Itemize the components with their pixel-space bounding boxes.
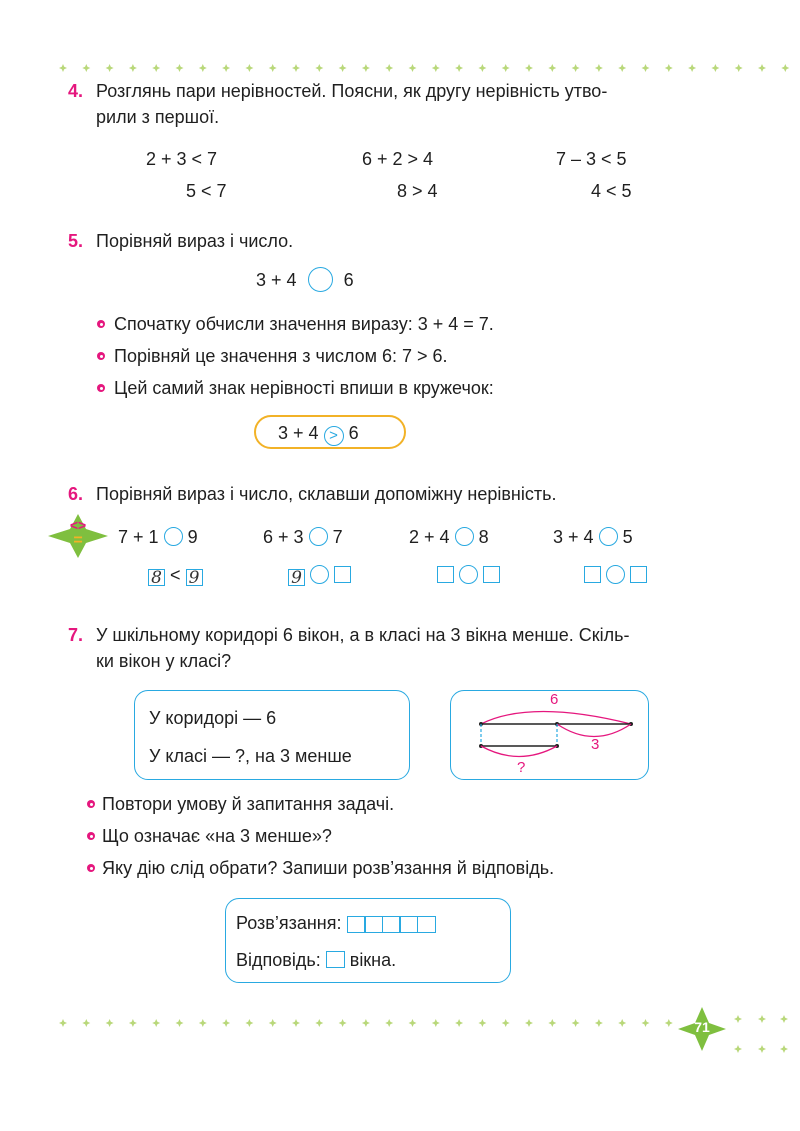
sparkle-icon: [199, 1019, 207, 1027]
compare-circle[interactable]: [309, 527, 328, 546]
task-6-item-2: 6 + 3 7: [263, 527, 343, 547]
sparkle-icon: [781, 64, 789, 72]
answer-label: Відповідь: вікна.: [236, 950, 397, 970]
bullet-icon: [97, 320, 105, 328]
diagram-label-total: 6: [550, 691, 559, 708]
task-5-bullet-2: Порівняй це значення з числом 6: 7 > 6.: [114, 346, 448, 366]
sparkle-icon: [82, 1019, 90, 1027]
sparkle-icon: [339, 64, 347, 72]
task-4-text-line2: рили з першої.: [96, 107, 220, 127]
sparkle-icon: [502, 64, 510, 72]
task-6-aux-1: 8 < 9: [148, 564, 203, 586]
task-7-text-line1: У шкільному коридорі 6 вікон, а в класі на 3 вікна менше. Скіль-: [96, 625, 630, 645]
sparkle-icon: [572, 1019, 580, 1027]
pair-3-top: 7 – 3 < 5: [556, 149, 627, 169]
badge-sign-top: <>: [69, 517, 87, 533]
bullet-icon: [97, 384, 105, 392]
sparkle-icon: [478, 1019, 486, 1027]
task-5-answer-pill: 3 + 4 > 6: [254, 415, 406, 449]
sparkle-icon: [432, 1019, 440, 1027]
task-4-number: 4.: [68, 81, 84, 101]
sparkle-icon: [106, 64, 114, 72]
sparkle-icon: [548, 64, 556, 72]
compare-circle[interactable]: [459, 565, 478, 584]
sparkle-icon: [478, 64, 486, 72]
task-5-title: Порівняй вираз і число.: [96, 231, 294, 251]
condition-line-2: У класі — ?, на 3 менше: [149, 746, 352, 766]
task-6-title: Порівняй вираз і число, склавши допоміжну нерівність.: [96, 484, 557, 504]
solution-label: Розв’язання:: [236, 912, 436, 936]
answer-cell[interactable]: 9: [288, 569, 305, 586]
sparkle-icon: [59, 64, 67, 72]
sparkle-icon: [735, 64, 743, 72]
solution-box: [225, 898, 511, 983]
sparkle-icon: [780, 1045, 788, 1053]
sparkle-icon: [152, 1019, 160, 1027]
answer-cell[interactable]: [417, 916, 436, 933]
pair-1-bottom: 5 < 7: [186, 181, 227, 201]
sparkle-icon: [758, 1015, 766, 1023]
compare-circle[interactable]: [606, 565, 625, 584]
task-4-text-line1: Розглянь пари нерівностей. Поясни, як другу нерівність утво-: [96, 81, 608, 101]
sparkle-icon: [176, 1019, 184, 1027]
pair-2-bottom: 8 > 4: [397, 181, 438, 201]
task-6-item-4: 3 + 4 5: [553, 527, 633, 547]
sparkle-icon: [665, 64, 673, 72]
condition-box: [134, 690, 410, 780]
sparkle-icon: [129, 64, 137, 72]
bullet-icon: [97, 352, 105, 360]
sparkle-icon: [455, 1019, 463, 1027]
sparkle-icon: [315, 64, 323, 72]
sparkle-icon: [665, 1019, 673, 1027]
page-number: 71: [694, 1019, 710, 1035]
sparkle-icon: [222, 64, 230, 72]
sparkle-icon: [339, 1019, 347, 1027]
sparkle-icon: [758, 1045, 766, 1053]
sparkle-icon: [222, 1019, 230, 1027]
sparkle-icon: [642, 1019, 650, 1027]
sparkle-icon: [292, 1019, 300, 1027]
condition-line-1: У коридорі — 6: [149, 708, 277, 728]
compare-circle[interactable]: [599, 527, 618, 546]
pair-2-top: 6 + 2 > 4: [362, 149, 434, 169]
sparkle-icon: [409, 1019, 417, 1027]
sparkle-icon: [688, 64, 696, 72]
compare-circle[interactable]: [308, 267, 333, 292]
sparkle-icon: [199, 64, 207, 72]
sparkle-icon: [152, 64, 160, 72]
pair-1-top: 2 + 3 < 7: [146, 149, 218, 169]
sparkle-icon: [385, 64, 393, 72]
sparkle-icon: [409, 64, 417, 72]
task-6-item-3: 2 + 4 8: [409, 527, 489, 547]
answer-cell[interactable]: [437, 566, 454, 583]
diagram-box: [450, 690, 649, 780]
answer-sign-circle: >: [324, 426, 344, 446]
sparkle-icon: [734, 1015, 742, 1023]
answer-cell[interactable]: [483, 566, 500, 583]
sparkle-icon: [711, 64, 719, 72]
sparkle-icon: [362, 1019, 370, 1027]
sparkle-icon: [595, 64, 603, 72]
sparkle-icon: [758, 64, 766, 72]
answer-cell[interactable]: 8: [148, 569, 165, 586]
sparkle-icon: [245, 1019, 253, 1027]
task-5-bullet-3: Цей самий знак нерівності впиши в кружечок:: [114, 378, 494, 398]
answer-cell[interactable]: [382, 916, 401, 933]
sparkle-icon: [455, 64, 463, 72]
sparkle-icon: [106, 1019, 114, 1027]
sparkle-icon: [269, 1019, 277, 1027]
compare-sign-badge: [46, 512, 110, 560]
answer-cell[interactable]: [630, 566, 647, 583]
sparkle-icon: [572, 64, 580, 72]
bullet-icon: [87, 864, 95, 872]
sparkle-icon: [269, 64, 277, 72]
bottom-divider: [55, 1015, 695, 1031]
task-4: [68, 80, 83, 102]
sparkle-icon: [618, 64, 626, 72]
bullet-icon: [87, 832, 95, 840]
page-number-badge: [676, 1005, 796, 1061]
sparkle-icon: [502, 1019, 510, 1027]
compare-circle[interactable]: [164, 527, 183, 546]
segment-diagram: [451, 691, 647, 779]
task-7-bullet-2: Що означає «на 3 менше»?: [102, 826, 332, 846]
answer-cell[interactable]: [584, 566, 601, 583]
sparkle-icon: [780, 1015, 788, 1023]
answer-cell[interactable]: 9: [186, 569, 203, 586]
task-7-bullet-3: Яку дію слід обрати? Запиши розв’язання й відповідь.: [102, 858, 555, 878]
task-7-text-line2: ки вікон у класі?: [96, 651, 232, 671]
sparkle-icon: [362, 64, 370, 72]
sparkle-icon: [548, 1019, 556, 1027]
sparkle-icon: [618, 1019, 626, 1027]
badge-sign-bottom: =: [73, 532, 83, 549]
task-5-number: 5.: [68, 231, 84, 251]
task-7-number: 7.: [68, 625, 84, 645]
task-5-bullet-1: Спочатку обчисли значення виразу: 3 + 4 = 7.: [114, 314, 494, 334]
task-5-expression: 3 + 4 6: [256, 267, 354, 292]
task-7-bullet-1: Повтори умову й запитання задачі.: [102, 794, 395, 814]
task-6-aux-2: [288, 564, 351, 586]
sparkle-icon: [595, 1019, 603, 1027]
pair-3-bottom: 4 < 5: [591, 181, 632, 201]
task-6-aux-3: [437, 564, 500, 586]
bullet-icon: [87, 800, 95, 808]
solution-cells: [347, 914, 436, 936]
answer-cell[interactable]: [399, 916, 418, 933]
answer-cell[interactable]: [334, 566, 351, 583]
compare-circle[interactable]: [455, 527, 474, 546]
sparkle-icon: [245, 64, 253, 72]
sparkle-icon: [176, 64, 184, 72]
sparkle-icon: [315, 1019, 323, 1027]
sparkle-icon: [292, 64, 300, 72]
diagram-label-difference: 3: [591, 736, 600, 753]
compare-circle[interactable]: [310, 565, 329, 584]
sparkle-icon: [82, 64, 90, 72]
answer-cell[interactable]: [364, 916, 383, 933]
sparkle-icon: [525, 64, 533, 72]
sparkle-icon: [129, 1019, 137, 1027]
top-divider: [55, 60, 795, 76]
diagram-label-question: ?: [517, 759, 526, 776]
sparkle-icon: [525, 1019, 533, 1027]
task-6-aux-4: [584, 564, 647, 586]
sparkle-icon: [59, 1019, 67, 1027]
task-6-item-1: 7 + 1 9: [118, 527, 198, 547]
sparkle-icon: [734, 1045, 742, 1053]
answer-cell[interactable]: [326, 951, 345, 968]
task-6-number: 6.: [68, 484, 84, 504]
answer-cell[interactable]: [347, 916, 366, 933]
sparkle-icon: [642, 64, 650, 72]
sparkle-icon: [432, 64, 440, 72]
sparkle-icon: [385, 1019, 393, 1027]
